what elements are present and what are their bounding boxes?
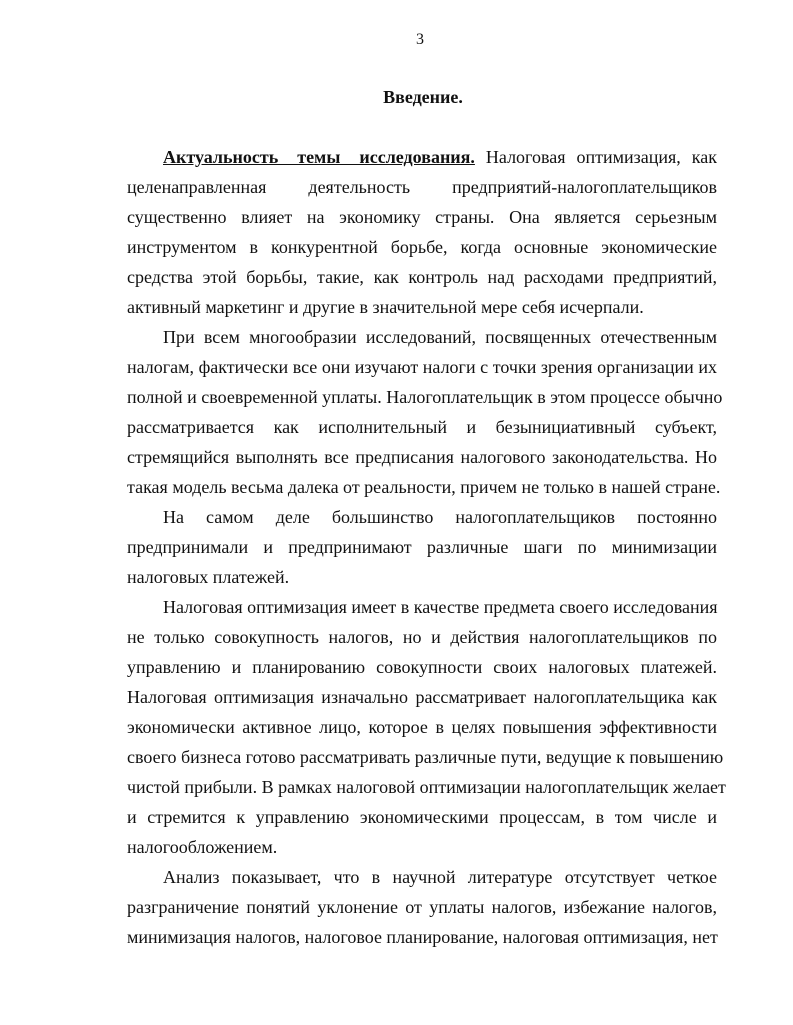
text-line: налогообложением. <box>127 837 278 857</box>
text-line: чистой прибыли. В рамках налоговой оптимизации налогоплательщик желает <box>127 777 726 797</box>
text-line: полной и своевременной уплаты. Налогоплательщик в этом процессе обычно <box>127 387 723 407</box>
section-title: Введение. <box>383 87 463 107</box>
text-line: целенаправленная деятельность предприятий-налогоплательщиков <box>127 177 717 197</box>
text-line: экономически активное лицо, которое в целях повышения эффективности <box>127 717 717 737</box>
text-line: средства этой борьбы, такие, как контроль над расходами предприятий, <box>127 267 717 287</box>
text-line: минимизация налогов, налоговое планирование, налоговая оптимизация, нет <box>127 927 718 947</box>
text-line: налоговых платежей. <box>127 567 290 587</box>
text-line: Налоговая оптимизация имеет в качестве предмета своего исследования <box>163 597 718 617</box>
text-line: При всем многообразии исследований, посвященных отечественным <box>163 327 717 347</box>
text-line: предпринимали и предпринимают различные шаги по минимизации <box>127 537 717 557</box>
text-line: разграничение понятий уклонение от уплаты налогов, избежание налогов, <box>127 897 717 917</box>
text-line: инструментом в конкурентной борьбе, когда основные экономические <box>127 237 717 257</box>
text-line: На самом деле большинство налогоплательщиков постоянно <box>163 507 717 527</box>
text-line: не только совокупность налогов, но и действия налогоплательщиков по <box>127 627 717 647</box>
text-line: управлению и планированию совокупности своих налоговых платежей. <box>127 657 717 677</box>
text-line: активный маркетинг и другие в значительной мере себя исчерпали. <box>127 297 644 317</box>
text-line: Налоговая оптимизация изначально рассматривает налогоплательщика как <box>127 687 717 707</box>
text-line: рассматривается как исполнительный и безынициативный субъект, <box>127 417 717 437</box>
page-number: 3 <box>416 31 424 48</box>
text-line: такая модель весьма далека от реальности, причем не только в нашей стране. <box>127 477 721 497</box>
text-line: Актуальность темы исследования. Налоговая оптимизация, как <box>163 147 718 167</box>
text-line: налогам, фактически все они изучают налоги с точки зрения организации их <box>127 357 717 377</box>
section-heading: Актуальность темы исследования. <box>163 147 475 167</box>
text-line: своего бизнеса готово рассматривать различные пути, ведущие к повышению <box>127 747 724 767</box>
text-line: существенно влияет на экономику страны. Она является серьезным <box>127 207 717 227</box>
text-line: и стремится к управлению экономическими процессам, в том числе и <box>127 807 717 827</box>
text-line: Анализ показывает, что в научной литературе отсутствует четкое <box>163 867 717 887</box>
text-line: стремящийся выполнять все предписания налогового законодательства. Но <box>127 447 717 467</box>
